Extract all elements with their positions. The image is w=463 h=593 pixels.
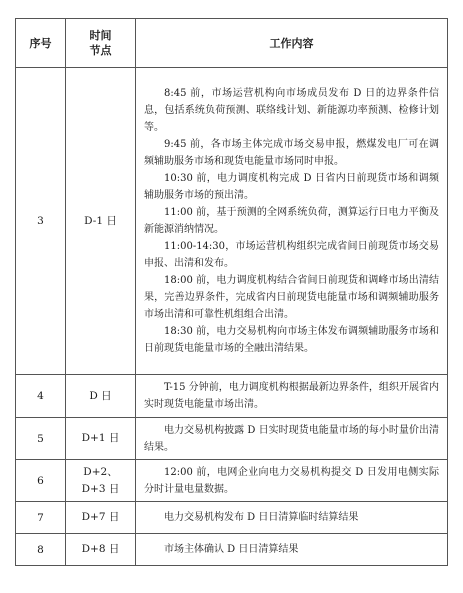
content-paragraph: 11:00-14:30，市场运营机构组织完成省间日前现货市场交易申报、出清和发布。 bbox=[144, 241, 439, 269]
content-paragraph: 11:00 前，基于预测的全网系统负荷，测算运行日电力平衡及新能源消纳情况。 bbox=[144, 207, 439, 235]
content-paragraph: 12:00 前，电网企业向电力交易机构提交 D 日发用电侧实际分时计量电量数据。 bbox=[144, 466, 439, 495]
table-row bbox=[16, 502, 448, 534]
row-seq: 5 bbox=[16, 418, 66, 460]
table-row bbox=[16, 375, 448, 418]
content-paragraph: 9:45 前，各市场主体完成市场交易申报，燃煤发电厂可在调频辅助服务市场和现货电能量市场同时申报。 bbox=[144, 139, 439, 167]
header-time-node bbox=[66, 19, 136, 68]
row-seq: 6 bbox=[16, 460, 66, 502]
row-seq: 8 bbox=[16, 534, 66, 566]
header-time-node-line1: 时间 bbox=[89, 29, 112, 42]
row-time-node: D 日 bbox=[66, 375, 136, 418]
table-row bbox=[16, 460, 448, 502]
table-row bbox=[16, 418, 448, 460]
table-header-row bbox=[16, 19, 448, 68]
row-content bbox=[136, 68, 448, 375]
row-time-node-line1: D+2、 bbox=[83, 465, 118, 478]
content-paragraph: 18:00 前，电力调度机构结合省间日前现货和调峰市场出清结果，完善边界条件，完成省内日前现货电能量市场和调频辅助服务市场出清和可靠性机组组合出清。 bbox=[144, 275, 439, 320]
row-time-node: D+1 日 bbox=[66, 418, 136, 460]
content-paragraph: 18:30 前，电力交易机构向市场主体发布调频辅助服务市场和日前现货电能量市场的全融出清结果。 bbox=[144, 326, 439, 354]
row-content bbox=[136, 534, 448, 566]
content-paragraph: 10:30 前，电力调度机构完成 D 日省内日前现货市场和调频辅助服务市场的预出清。 bbox=[144, 173, 439, 201]
row-time-node bbox=[66, 460, 136, 502]
header-time-node-line2: 节点 bbox=[89, 44, 112, 57]
work-schedule-table bbox=[15, 18, 448, 566]
header-content: 工作内容 bbox=[136, 19, 448, 68]
row-time-node: D+7 日 bbox=[66, 502, 136, 534]
row-seq: 4 bbox=[16, 375, 66, 418]
table-row bbox=[16, 68, 448, 375]
row-time-node: D+8 日 bbox=[66, 534, 136, 566]
table-row bbox=[16, 534, 448, 566]
content-paragraph: 电力交易机构披露 D 日实时现货电能量市场的每小时量价出清结果。 bbox=[144, 424, 439, 453]
content-paragraph: 8:45 前，市场运营机构向市场成员发布 D 日的边界条件信息，包括系统负荷预测、联络线计划、新能源功率预测、检修计划等。 bbox=[144, 88, 439, 133]
header-seq: 序号 bbox=[16, 19, 66, 68]
row-content bbox=[136, 460, 448, 502]
content-paragraph: 市场主体确认 D 日日清算结果 bbox=[164, 544, 299, 555]
row-content bbox=[136, 502, 448, 534]
row-seq: 3 bbox=[16, 68, 66, 375]
row-content bbox=[136, 418, 448, 460]
row-seq: 7 bbox=[16, 502, 66, 534]
row-time-node: D-1 日 bbox=[66, 68, 136, 375]
row-time-node-line2: D+3 日 bbox=[81, 482, 120, 495]
row-content bbox=[136, 375, 448, 418]
content-paragraph: 电力交易机构发布 D 日日清算临时结算结果 bbox=[164, 512, 359, 523]
content-paragraph: T-15 分钟前，电力调度机构根据最新边界条件，组织开展省内实时现货电能量市场出清。 bbox=[144, 382, 439, 410]
